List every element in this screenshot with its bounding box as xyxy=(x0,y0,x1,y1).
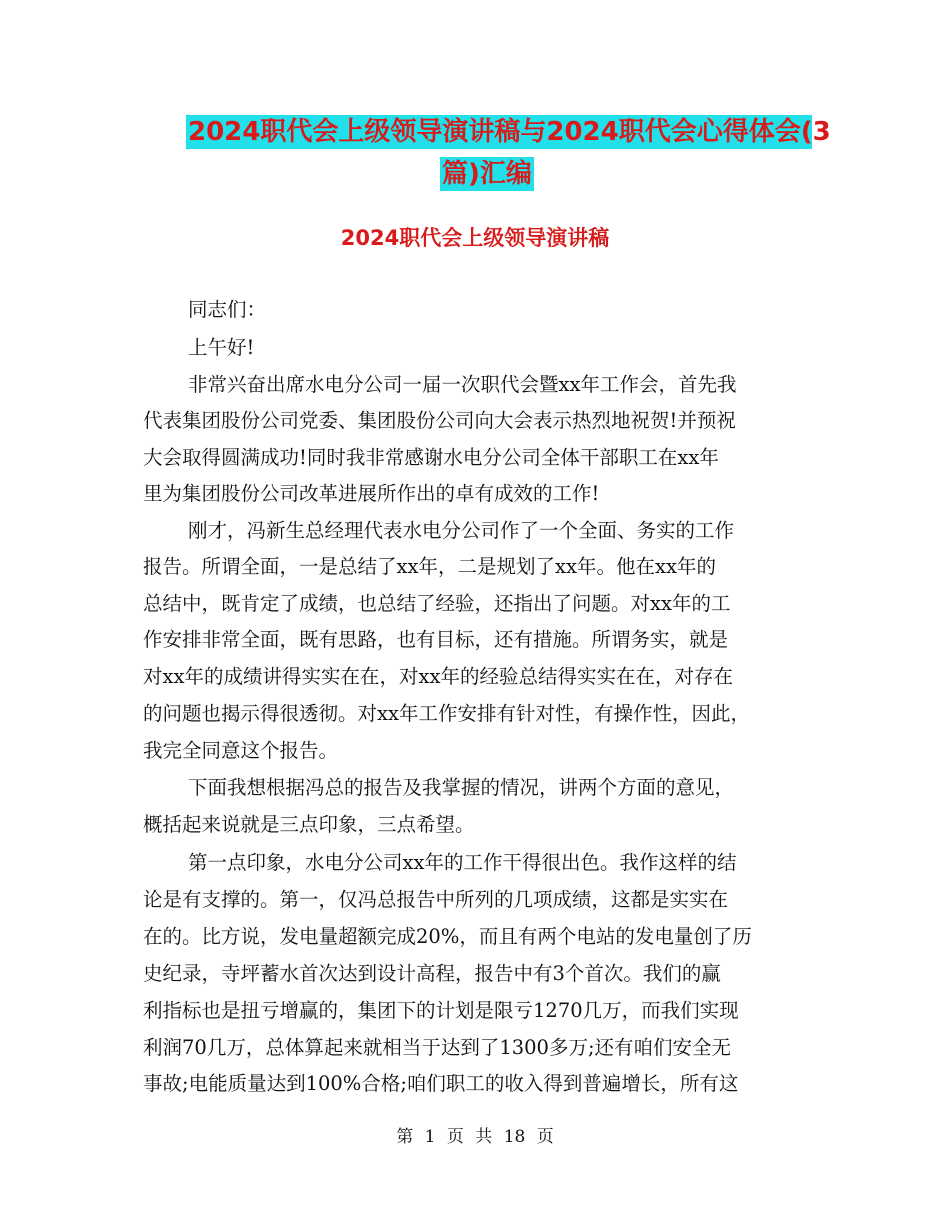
body-line: 第一点印象，水电分公司xx年的工作干得很出色。我作这样的结 xyxy=(188,851,737,874)
body-line: 在的。比方说，发电量超额完成20%，而且有两个电站的发电量创了历 xyxy=(143,925,752,948)
body-line: 非常兴奋出席水电分公司一届一次职代会暨xx年工作会，首先我 xyxy=(188,373,737,396)
body-line: 同志们： xyxy=(188,298,267,321)
body-line: 利指标也是扭亏增赢的，集团下的计划是限亏1270几万，而我们实现 xyxy=(143,999,739,1022)
document-title-line-1: 2024职代会上级领导演讲稿与2024职代会心得体会(3 xyxy=(188,117,831,147)
body-line: 下面我想根据冯总的报告及我掌握的情况，讲两个方面的意见， xyxy=(188,776,735,799)
body-line: 刚才，冯新生总经理代表水电分公司作了一个全面、务实的工作 xyxy=(188,519,735,542)
body-line: 代表集团股份公司党委、集团股份公司向大会表示热烈地祝贺!并预祝 xyxy=(143,409,736,432)
body-line: 对xx年的成绩讲得实实在在，对xx年的经验总结得实实在在，对存在 xyxy=(143,665,733,688)
body-line: 里为集团股份公司改革进展所作出的卓有成效的工作! xyxy=(143,482,600,505)
body-line: 我完全同意这个报告。 xyxy=(143,739,339,762)
body-line: 报告。所谓全面，一是总结了xx年，二是规划了xx年。他在xx年的 xyxy=(143,555,716,578)
section-title: 2024职代会上级领导演讲稿 xyxy=(340,226,610,250)
body-line: 概括起来说就是三点印象，三点希望。 xyxy=(143,813,475,836)
body-line: 上午好! xyxy=(188,336,255,359)
document-title-line-2: 篇)汇编 xyxy=(442,159,532,189)
body-line: 论是有支撑的。第一，仅冯总报告中所列的几项成绩，这都是实实在 xyxy=(143,888,729,911)
body-line: 的问题也揭示得很透彻。对xx年工作安排有针对性，有操作性，因此， xyxy=(143,702,750,725)
body-line: 大会取得圆满成功!同时我非常感谢水电分公司全体干部职工在xx年 xyxy=(143,446,719,469)
body-line: 利润70几万，总体算起来就相当于达到了1300多万;还有咱们安全无 xyxy=(143,1036,732,1059)
body-line: 总结中，既肯定了成绩，也总结了经验，还指出了问题。对xx年的工 xyxy=(143,592,731,615)
body-line: 事故;电能质量达到100%合格;咱们职工的收入得到普遍增长，所有这 xyxy=(143,1072,739,1095)
page-footer: 第 1 页 共 18 页 xyxy=(396,1127,554,1147)
body-line: 作安排非常全面，既有思路，也有目标，还有措施。所谓务实，就是 xyxy=(143,628,729,651)
body-line: 史纪录，寺坪蓄水首次达到设计高程，报告中有3个首次。我们的赢 xyxy=(143,962,721,985)
